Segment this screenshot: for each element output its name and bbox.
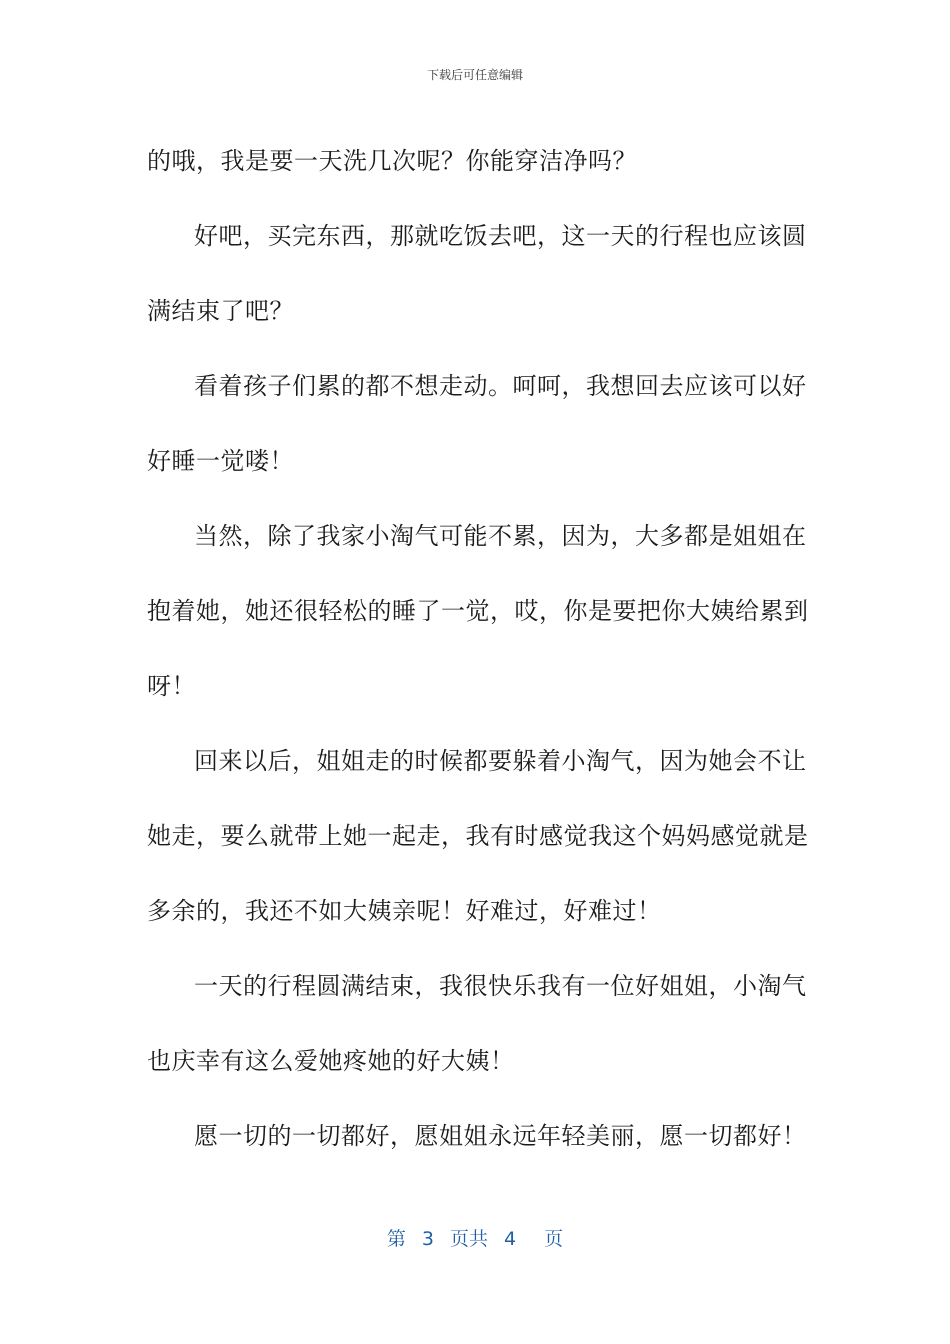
page-footer [0,1224,950,1251]
total-page-number: 4 [504,1228,517,1250]
text-line: 看着孩子们累的都不想走动。呵呵，我想回去应该可以好 [194,372,807,400]
page-header: 下载后可任意编辑 [426,68,523,82]
footer-middle: 页共 [449,1228,488,1250]
text-line: 抱着她，她还很轻松的睡了一觉，哎，你是要把你大姨给累到 [147,597,809,625]
text-line: 一天的行程圆满结束，我很快乐我有一位好姐姐，小淘气 [194,972,807,1000]
text-line: 呀！ [147,672,196,700]
text-line: 回来以后，姐姐走的时候都要躲着小淘气，因为她会不让 [194,747,807,775]
text-line: 好睡一觉喽！ [147,447,294,475]
text-line: 当然，除了我家小淘气可能不累，因为，大多都是姐姐在 [194,522,807,550]
text-line: 也庆幸有这么爱她疼她的好大姨！ [147,1047,515,1075]
text-line: 多余的，我还不如大姨亲呢！好难过，好难过！ [147,897,662,925]
text-line: 好吧，买完东西，那就吃饭去吧，这一天的行程也应该圆 [194,222,807,250]
current-page-number: 3 [421,1228,434,1250]
document-body [147,124,807,1174]
footer-suffix: 页 [544,1228,564,1250]
footer-prefix: 第 [386,1228,406,1250]
text-line: 满结束了吧？ [147,297,294,325]
text-line: 她走，要么就带上她一起走，我有时感觉我这个妈妈感觉就是 [147,822,809,850]
text-line: 的哦，我是要一天洗几次呢？你能穿洁净吗？ [147,147,637,175]
text-line: 愿一切的一切都好，愿姐姐永远年轻美丽，愿一切都好！ [194,1122,807,1150]
